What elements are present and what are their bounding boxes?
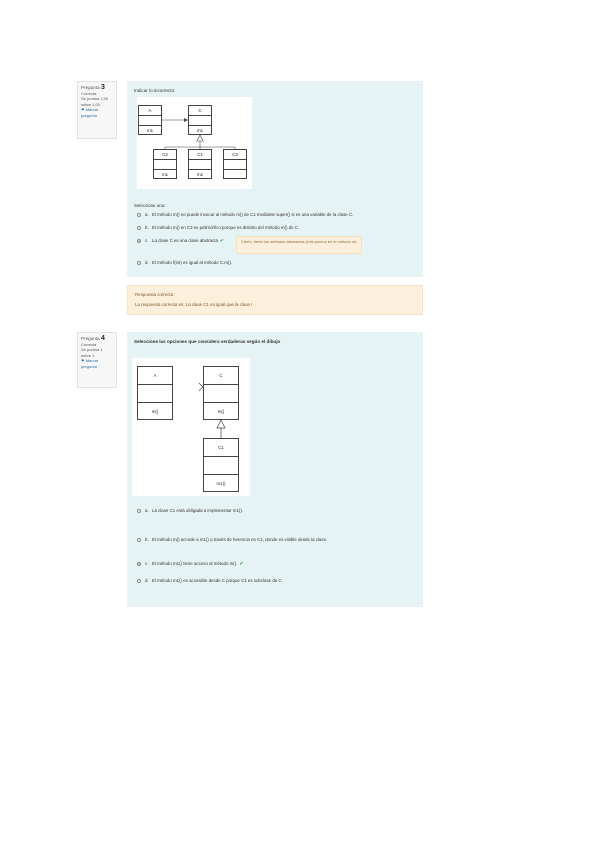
radio-button[interactable] (137, 226, 141, 230)
option-feedback: Cierto, tiene los métodos abstractos (mis puntos en el método m) (236, 236, 362, 254)
question-info-panel (77, 81, 117, 139)
question-4-text: Seleccione las opciones que considera verdaderas según el dibujo (134, 339, 281, 344)
flag-icon: ⚑ (81, 358, 85, 364)
uml-class-a: A m1 (138, 105, 162, 135)
question-score: Se puntúa 1 sobre 1 (81, 347, 103, 358)
correct-answer-box (127, 285, 423, 315)
flag-icon: ⚑ (81, 107, 85, 113)
uml-diagram-q3 (137, 97, 252, 189)
question-status: Correcta (81, 90, 97, 96)
radio-button-selected[interactable] (137, 239, 141, 243)
uml-class-c3: C3 (223, 149, 247, 179)
checkbox[interactable] (137, 538, 141, 542)
correct-check-icon: ✔ (239, 561, 244, 567)
question-score: Se puntúa 1,00 sobre 1,00 (81, 96, 109, 107)
option-b[interactable]: b. El método m() accede a m1() a través de herencia en C1, donde es visible desde la clase. (137, 537, 327, 542)
radio-button[interactable] (137, 213, 141, 217)
uml-class-c: C m1 (188, 105, 212, 135)
option-a[interactable]: a. El método m() no puede invocar al método m() de C1 mediante super() si es una variable de la clase C. (137, 212, 353, 217)
uml-class-c2: C2 m1 (153, 149, 177, 179)
select-one-prompt: Seleccione una: (134, 203, 166, 208)
checkbox[interactable] (137, 579, 141, 583)
correct-check-icon: ✔ (219, 238, 225, 244)
option-d[interactable]: d. El método f(int) es igual al método C.m(). (137, 260, 232, 265)
question-status: Correcta (81, 341, 97, 347)
question-info-panel (77, 332, 117, 388)
uml-class-a: A m() (137, 366, 173, 420)
uml-class-c1: C1 m1() (203, 438, 239, 492)
uml-class-c: C m() (203, 366, 239, 420)
checkbox[interactable] (137, 509, 141, 513)
question-number: Pregunta 3 (81, 84, 105, 91)
answer-title: Respuesta correcta (135, 292, 174, 297)
option-c[interactable]: c. La clase C es una clase abstracta ✔ (137, 238, 224, 244)
radio-button[interactable] (137, 261, 141, 265)
flag-question-link[interactable]: ⚑ Marcar pregunta (81, 358, 99, 369)
option-c[interactable]: c. El método m1() tiene acceso al método m(). ✔ (137, 561, 244, 567)
checkbox-selected[interactable] (137, 562, 141, 566)
option-d[interactable]: d. El método m1() es accesible desde C porque C1 es subclase de C. (137, 578, 283, 583)
option-a[interactable]: a. La clase C1 está obligada a implementar m1(). (137, 508, 243, 513)
flag-question-link[interactable]: ⚑ Marcar pregunta (81, 107, 99, 118)
answer-text: La respuesta correcta es: La clase C1 es igual que la clase I (135, 302, 253, 307)
uml-diagram-q4 (132, 358, 250, 496)
question-number: Pregunta 4 (81, 335, 105, 342)
option-b[interactable]: b. El método m() en C3 es polimórfico porque es distinto del método m() de C. (137, 225, 299, 230)
uml-class-c1: C1 m1 (188, 149, 212, 179)
question-3-text: Indicar lo incorrecto: (134, 88, 176, 93)
